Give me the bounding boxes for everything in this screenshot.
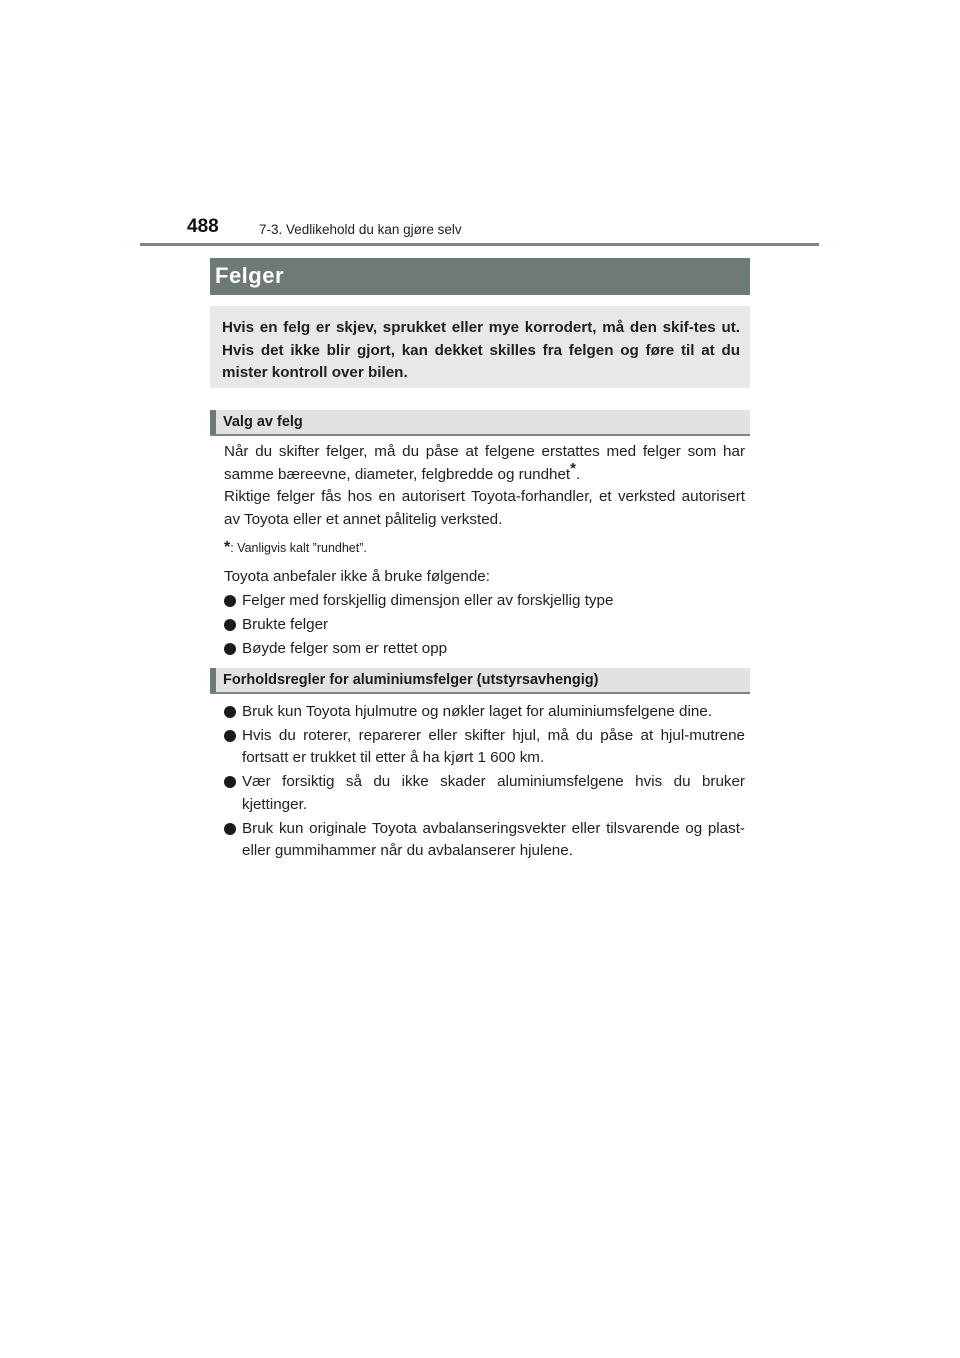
warning-text: Hvis en felg er skjev, sprukket eller mye korrodert, må den skif-tes ut. Hvis det ikke blir gjort, kan dekket skilles fra felgen og føre til at du mister kontroll over bilen. (222, 319, 740, 381)
list-item (224, 614, 745, 637)
page-title: Felger (215, 263, 285, 288)
bullet-icon (224, 706, 236, 718)
section-heading-valg-av-felg (210, 410, 750, 436)
bullet-icon (224, 730, 236, 742)
footnote-text: : Vanligvis kalt ”rundhet”. (230, 541, 367, 555)
paragraph-end: . (576, 465, 581, 483)
list-item (224, 701, 745, 724)
list-item-text: Hvis du roterer, reparerer eller skifter hjul, må du påse at hjul-mutrene fortsatt er trukket til etter å ha kjørt 1 600 km. (242, 726, 745, 766)
section-accent (210, 668, 216, 692)
list-item-text: Bøyde felger som er rettet opp (242, 639, 448, 657)
footnote (224, 537, 745, 560)
bullet-list (224, 701, 745, 863)
paragraph: Riktige felger fås hos en autorisert Toyota-forhandler, et verksted autorisert av Toyota eller et annet pålitelig verksted. (224, 488, 745, 528)
bullet-list (224, 590, 745, 661)
list-item (224, 771, 745, 816)
section-body-aluminiumsfelger (224, 699, 745, 863)
bullet-icon (224, 823, 236, 835)
list-item-text: Felger med forskjellig dimensjon eller av forskjellig type (242, 591, 614, 609)
list-item-text: Bruk kun originale Toyota avbalanseringsvekter eller tilsvarende og plast- eller gummihammer når du avbalanserer hjulene. (242, 819, 745, 859)
list-intro: Toyota anbefaler ikke å bruke følgende: (224, 567, 490, 585)
section-heading-text: Forholdsregler for aluminiumsfelger (utstyrsavhengig) (223, 672, 599, 688)
list-item (224, 818, 745, 863)
bullet-icon (224, 776, 236, 788)
section-heading-text: Valg av felg (223, 414, 303, 430)
section-accent (210, 410, 216, 434)
bullet-icon (224, 595, 236, 607)
list-item-text: Bruk kun Toyota hjulmutre og nøkler laget for aluminiumsfelgene dine. (242, 702, 712, 720)
page-number: 488 (187, 216, 219, 237)
chapter-title: 7-3. Vedlikehold du kan gjøre selv (259, 222, 462, 237)
bullet-icon (224, 643, 236, 655)
page-title-bar (210, 258, 750, 295)
footnote-star: * (224, 539, 231, 556)
list-item (224, 725, 745, 770)
header-divider (140, 243, 819, 246)
list-item-text: Brukte felger (242, 615, 329, 633)
section-heading-aluminiumsfelger (210, 668, 750, 694)
warning-box (210, 306, 750, 388)
footnote-marker: * (570, 459, 576, 477)
list-item (224, 590, 745, 613)
list-item (224, 638, 745, 661)
section-body-valg-av-felg (224, 441, 745, 660)
list-item-text: Vær forsiktig så du ikke skader aluminiumsfelgene hvis du bruker kjettinger. (242, 773, 745, 813)
paragraph (224, 441, 745, 486)
bullet-icon (224, 619, 236, 631)
paragraph-text: Når du skifter felger, må du påse at felgene erstattes med felger som har samme bæreevne, diameter, felgbredde og rundhet (224, 443, 745, 483)
